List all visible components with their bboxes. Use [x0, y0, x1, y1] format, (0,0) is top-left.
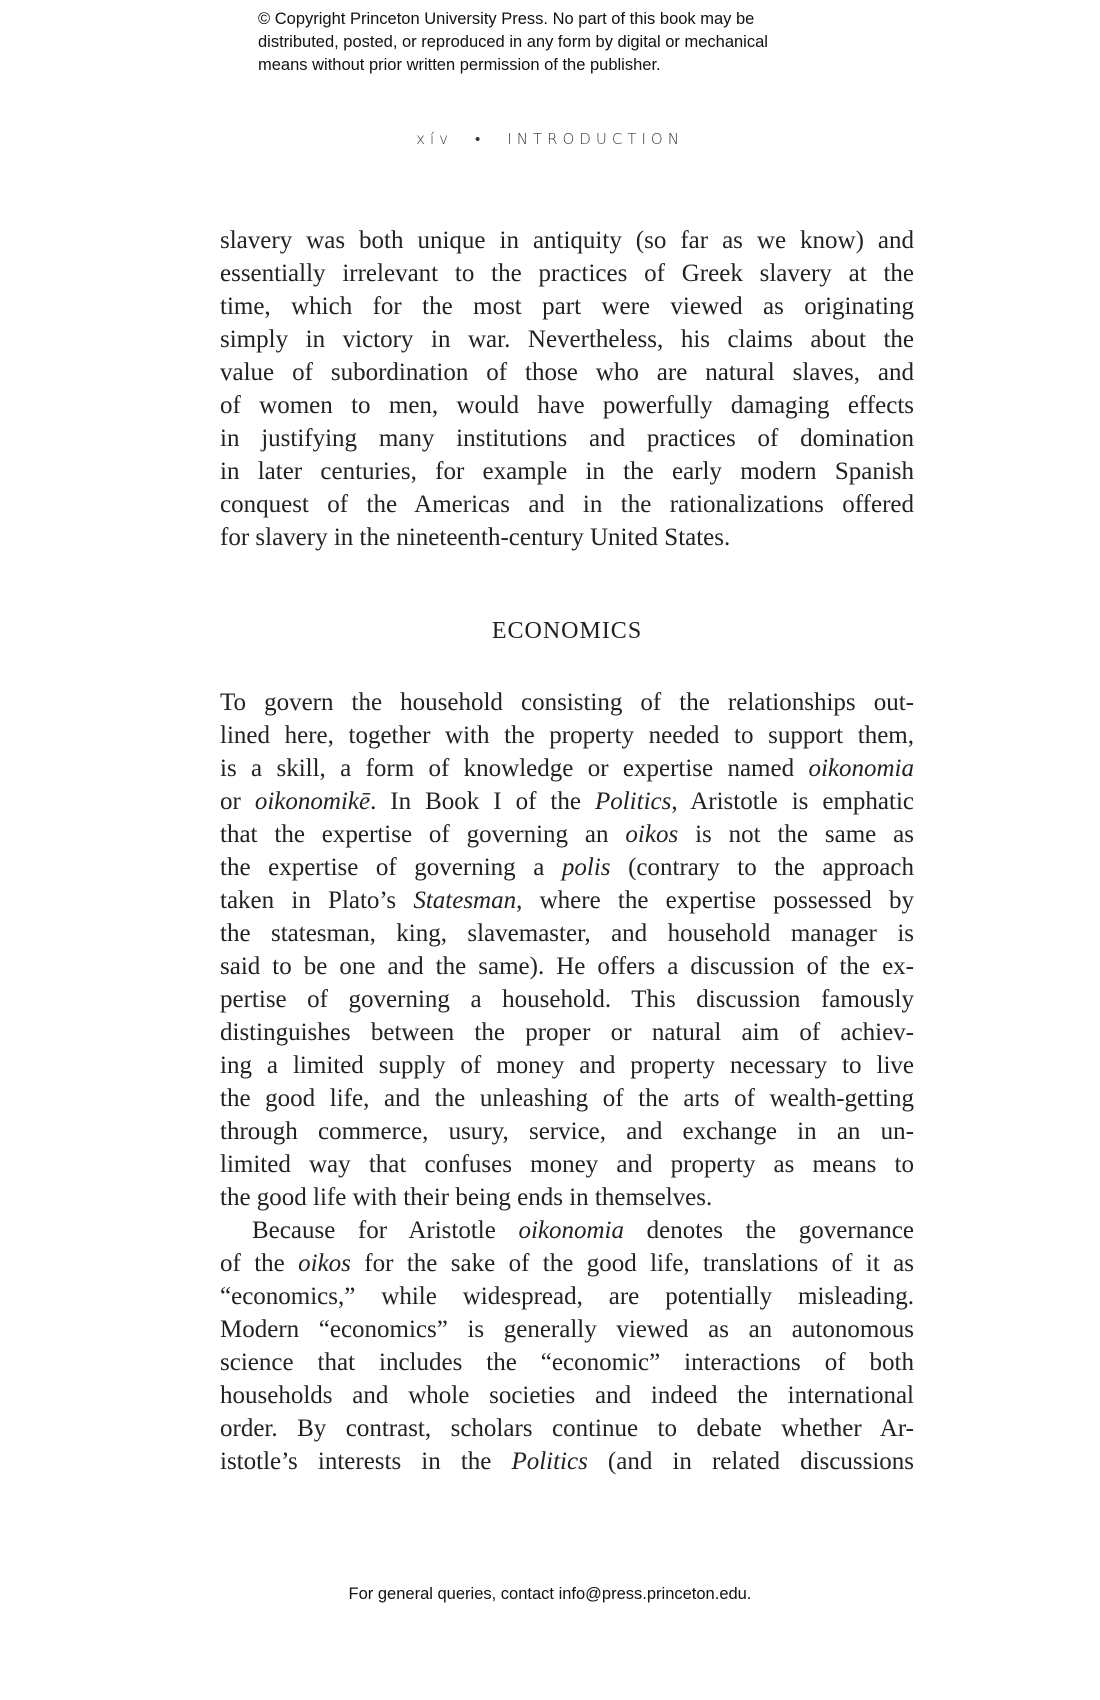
paragraph	[220, 686, 914, 1214]
text-line	[220, 290, 914, 323]
text-line	[220, 884, 914, 917]
text-run: the good life with their being ends in themselves.	[220, 1184, 713, 1211]
text-run: science that includes the “economic” interactions of both	[220, 1349, 914, 1376]
text-run: order. By contrast, scholars continue to debate whether Ar-	[220, 1415, 914, 1442]
italic-term: oikonomia	[518, 1217, 624, 1244]
copyright-line: means without prior written permission of the publisher.	[258, 56, 661, 74]
text-run: through commerce, usury, service, and exchange in an un-	[220, 1118, 914, 1145]
text-line	[220, 1214, 914, 1247]
copyright-notice	[258, 8, 768, 77]
text-line	[220, 1445, 914, 1478]
text-line	[220, 224, 914, 257]
text-run: or	[220, 788, 255, 815]
italic-term: Politics	[594, 788, 672, 815]
text-run: value of subordination of those who are natural slaves, and	[220, 359, 914, 386]
text-line	[220, 356, 914, 389]
text-run: said to be one and the same). He offers a discussion of the ex-	[220, 953, 914, 980]
text-line	[220, 257, 914, 290]
text-line	[220, 785, 914, 818]
text-line	[220, 752, 914, 785]
paragraph	[220, 1214, 914, 1478]
text-line	[220, 1148, 914, 1181]
text-run: Modern “economics” is generally viewed as an autonomous	[220, 1316, 914, 1343]
text-run: that the expertise of governing an	[220, 821, 626, 848]
text-run: ing a limited supply of money and property necessary to live	[220, 1052, 914, 1079]
text-run: essentially irrelevant to the practices of Greek slavery at the	[220, 260, 914, 287]
text-run: for the sake of the good life, translations of it as	[350, 1250, 914, 1277]
text-run: is not the same as	[678, 821, 914, 848]
text-line	[220, 1247, 914, 1280]
text-run: households and whole societies and indeed the international	[220, 1382, 914, 1409]
text-line	[220, 818, 914, 851]
text-run: of the	[220, 1250, 299, 1277]
section-heading: ECONOMICS	[491, 618, 643, 644]
text-run: the statesman, king, slavemaster, and household manager is	[220, 920, 914, 947]
text-line	[220, 719, 914, 752]
text-line	[220, 521, 914, 554]
copyright-line: distributed, posted, or reproduced in any form by digital or mechanical	[258, 33, 768, 51]
text-line	[220, 1379, 914, 1412]
text-run: limited way that confuses money and property as means to	[220, 1151, 914, 1178]
text-run: conquest of the Americas and in the rationalizations offered	[220, 491, 914, 518]
text-line	[220, 422, 914, 455]
separator: •	[475, 130, 486, 148]
text-line	[220, 1280, 914, 1313]
text-run: pertise of governing a household. This discussion famously	[220, 986, 914, 1013]
text-line	[220, 389, 914, 422]
italic-term: oikos	[298, 1250, 351, 1277]
text-run: , where the expertise possessed by	[516, 887, 914, 914]
text-run: is a skill, a form of knowledge or expertise named	[220, 755, 809, 782]
text-run: the good life, and the unleashing of the arts of wealth-getting	[220, 1085, 914, 1112]
text-line	[220, 851, 914, 884]
text-line	[220, 1016, 914, 1049]
text-run: in later centuries, for example in the early modern Spanish	[220, 458, 914, 485]
text-line	[220, 1049, 914, 1082]
copyright-line: © Copyright Princeton University Press. No part of this book may be	[258, 10, 755, 28]
text-line	[220, 917, 914, 950]
text-run: the expertise of governing a	[220, 854, 562, 881]
text-run: slavery was both unique in antiquity (so far as we know) and	[220, 227, 914, 254]
text-run: denotes the governance	[623, 1217, 914, 1244]
italic-term: polis	[561, 854, 611, 881]
running-head	[0, 130, 1100, 148]
text-line	[220, 1412, 914, 1445]
text-line	[220, 1313, 914, 1346]
text-line	[220, 1346, 914, 1379]
text-run: distinguishes between the proper or natural aim of achiev-	[220, 1019, 914, 1046]
text-line	[220, 488, 914, 521]
section-title: INTRODUCTION	[507, 130, 684, 148]
text-run: Because for Aristotle	[252, 1217, 519, 1244]
text-line	[220, 950, 914, 983]
text-run: (and in related discussions	[587, 1448, 914, 1475]
text-line	[220, 323, 914, 356]
text-run: simply in victory in war. Nevertheless, his claims about the	[220, 326, 914, 353]
italic-term: Statesman	[413, 887, 517, 914]
text-run: istotle’s interests in the	[220, 1448, 512, 1475]
italic-term: oikos	[625, 821, 679, 848]
text-run: taken in Plato’s	[220, 887, 414, 914]
italic-term: Politics	[511, 1448, 588, 1475]
text-run: of women to men, would have powerfully damaging effects	[220, 392, 914, 419]
text-run: , Aristotle is emphatic	[671, 788, 914, 815]
text-line	[220, 1181, 914, 1214]
page-number: xív	[416, 130, 453, 148]
paragraph	[220, 224, 914, 554]
text-line	[220, 455, 914, 488]
italic-term: oikonomia	[808, 755, 914, 782]
text-run: To govern the household consisting of the relationships out-	[220, 689, 914, 716]
text-run: . In Book I of the	[370, 788, 595, 815]
text-line	[220, 1082, 914, 1115]
text-line	[220, 983, 914, 1016]
text-run: “economics,” while widespread, are potentially misleading.	[220, 1283, 914, 1310]
text-run: in justifying many institutions and practices of domination	[220, 425, 914, 452]
text-run: for slavery in the nineteenth-century United States.	[220, 524, 731, 551]
text-line	[220, 1115, 914, 1148]
text-run: lined here, together with the property needed to support them,	[220, 722, 914, 749]
text-run: (contrary to the approach	[610, 854, 914, 881]
text-line	[220, 686, 914, 719]
italic-term: oikonomikē	[254, 788, 371, 815]
text-run: time, which for the most part were viewed as originating	[220, 293, 914, 320]
footer-contact: For general queries, contact info@press.princeton.edu.	[348, 1585, 752, 1603]
